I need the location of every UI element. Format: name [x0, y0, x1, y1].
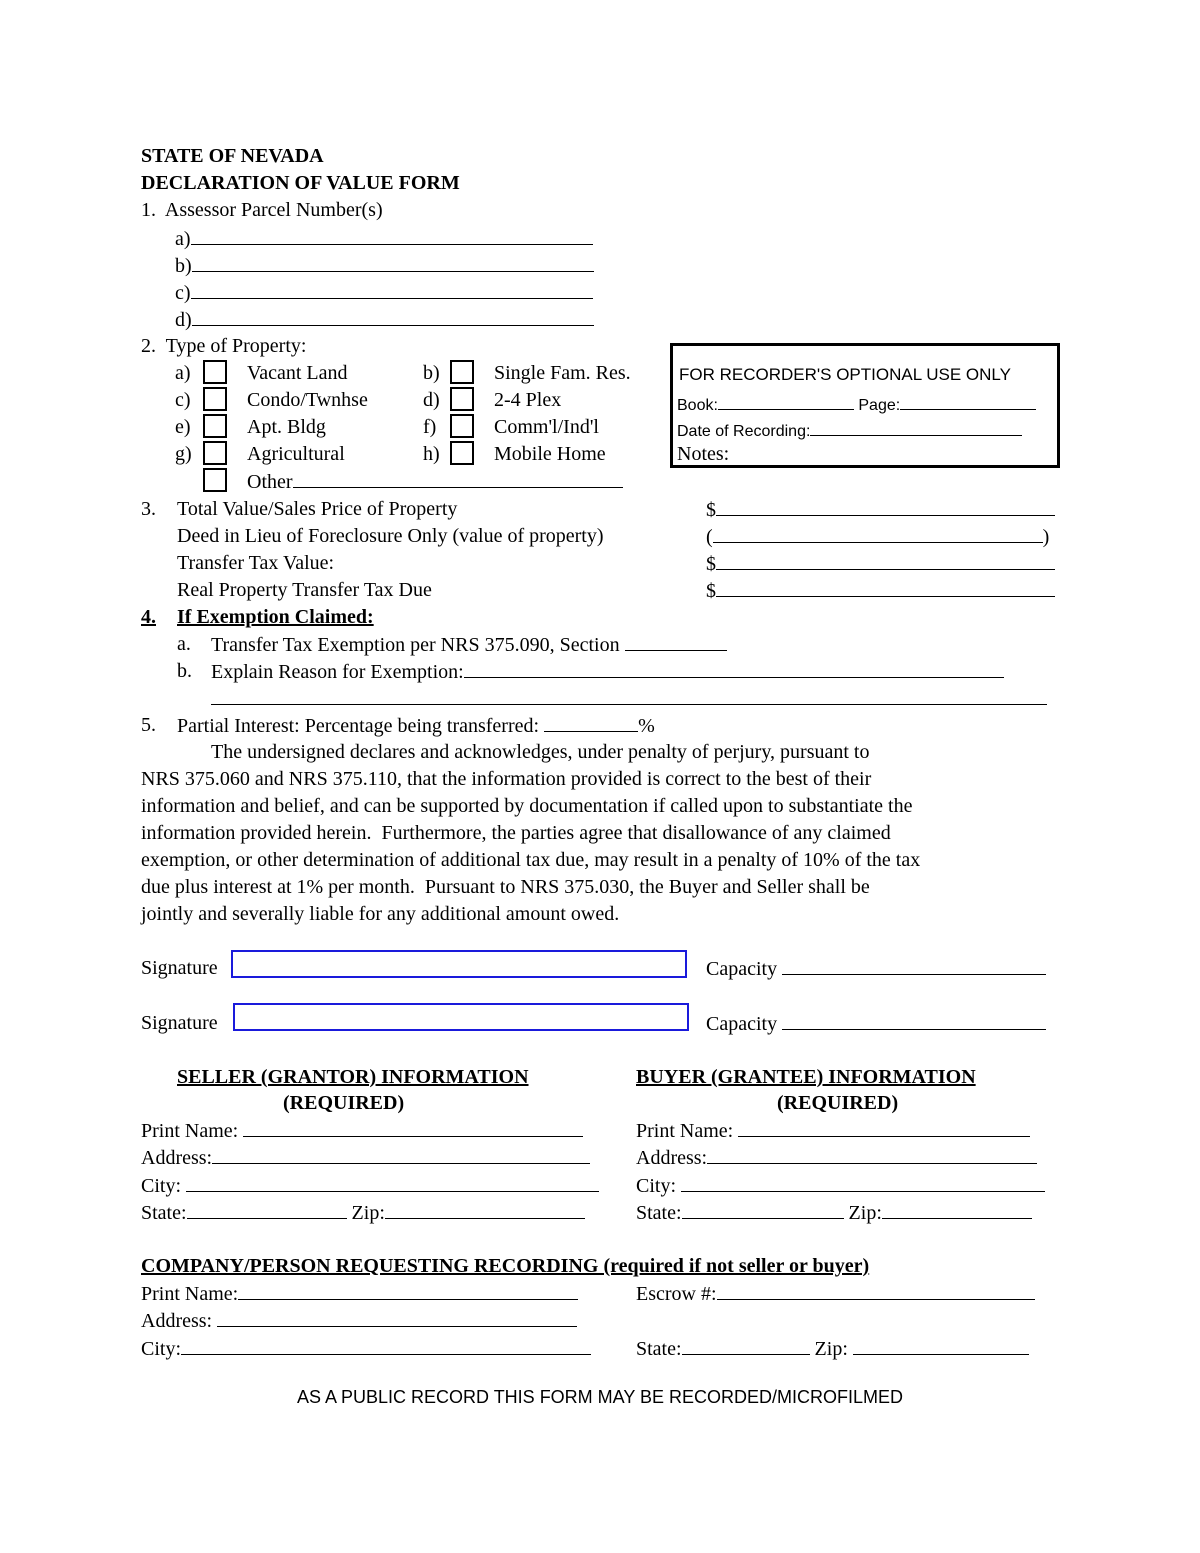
parcel-letter: a)	[175, 228, 191, 250]
buyer-address-field[interactable]	[707, 1145, 1037, 1164]
seller-state-zip-row	[141, 1200, 585, 1225]
escrow-field[interactable]	[717, 1281, 1035, 1300]
option-letter-b: b)	[423, 362, 440, 384]
requester-print-name-label: Print Name:	[141, 1283, 239, 1305]
transfer-tax-due-field[interactable]	[716, 578, 1055, 597]
capacity-row-2	[706, 1011, 1046, 1036]
seller-city-field[interactable]	[186, 1173, 599, 1192]
seller-required: (REQUIRED)	[283, 1092, 405, 1114]
checkbox-apt-bldg[interactable]	[203, 414, 227, 438]
other-row	[247, 469, 623, 494]
declaration-line-4: information provided herein. Furthermore, the parties agree that disallowance of any claimed	[141, 822, 891, 844]
buyer-city-field[interactable]	[681, 1173, 1045, 1192]
page-label: Page:	[858, 397, 901, 414]
buyer-city-row	[636, 1173, 1045, 1198]
total-value-field[interactable]	[716, 497, 1055, 516]
requester-city-label: City:	[141, 1338, 182, 1360]
option-letter-f: f)	[423, 416, 437, 438]
form-title: DECLARATION OF VALUE FORM	[141, 172, 460, 194]
declaration-line-6: due plus interest at 1% per month. Pursuant to NRS 375.030, the Buyer and Seller shall be	[141, 876, 870, 898]
transfer-tax-value-label: Transfer Tax Value:	[177, 552, 335, 574]
parcel-a-field[interactable]	[191, 226, 593, 245]
exemption-a-text: Transfer Tax Exemption per NRS 375.090, Section	[211, 634, 620, 656]
checkbox-other[interactable]	[203, 468, 227, 492]
buyer-zip-label: Zip:	[848, 1202, 882, 1224]
close-paren: )	[1042, 526, 1050, 548]
buyer-print-name-label: Print Name:	[636, 1120, 734, 1142]
parcel-b-field[interactable]	[192, 253, 594, 272]
deed-in-lieu-field[interactable]	[713, 524, 1043, 543]
option-letter-h: h)	[423, 443, 440, 465]
requester-zip-field[interactable]	[853, 1336, 1029, 1355]
parcel-letter: c)	[175, 282, 191, 304]
exemption-b-row	[211, 659, 1004, 684]
buyer-print-name-row	[636, 1118, 1030, 1143]
option-letter-g: g)	[175, 443, 192, 465]
buyer-required: (REQUIRED)	[777, 1092, 899, 1114]
option-label-2-4-plex: 2-4 Plex	[494, 389, 562, 411]
dollar-sign: $	[706, 553, 716, 575]
buyer-address-label: Address:	[636, 1147, 708, 1169]
option-label-comml-indl: Comm'l/Ind'l	[494, 416, 599, 438]
book-field[interactable]	[718, 391, 854, 410]
date-of-recording-label: Date of Recording:	[677, 423, 811, 440]
seller-state-field[interactable]	[187, 1200, 347, 1219]
capacity-label-1: Capacity	[706, 958, 778, 980]
seller-zip-field[interactable]	[385, 1200, 585, 1219]
total-value-row	[706, 497, 1055, 522]
exemption-b-text: Explain Reason for Exemption:	[211, 661, 464, 683]
other-label: Other	[247, 471, 293, 493]
buyer-state-label: State:	[636, 1202, 682, 1224]
seller-print-name-row	[141, 1118, 583, 1143]
dollar-sign: $	[706, 580, 716, 602]
seller-state-label: State:	[141, 1202, 187, 1224]
checkbox-agricultural[interactable]	[203, 441, 227, 465]
property-type-label: 2. Type of Property:	[141, 335, 307, 357]
exemption-section-field[interactable]	[625, 632, 727, 651]
transfer-tax-due-row	[706, 578, 1055, 603]
buyer-state-zip-row	[636, 1200, 1032, 1225]
capacity-field-1[interactable]	[782, 956, 1046, 975]
buyer-state-field[interactable]	[682, 1200, 844, 1219]
buyer-address-row	[636, 1145, 1037, 1170]
transfer-tax-value-field[interactable]	[716, 551, 1055, 570]
parcel-c-field[interactable]	[191, 280, 593, 299]
parcel-letter: d)	[175, 309, 192, 331]
state-title: STATE OF NEVADA	[141, 145, 324, 167]
open-paren: (	[706, 526, 713, 548]
checkbox-comml-indl[interactable]	[450, 414, 474, 438]
section3-number: 3.	[141, 498, 156, 520]
exemption-a-letter: a.	[177, 633, 191, 655]
declaration-line-7: jointly and severally liable for any additional amount owed.	[141, 903, 620, 925]
requester-print-name-field[interactable]	[238, 1281, 578, 1300]
signature-label-1: Signature	[141, 957, 218, 979]
checkbox-2-4-plex[interactable]	[450, 387, 474, 411]
date-of-recording-field[interactable]	[810, 417, 1022, 436]
option-letter-c: c)	[175, 389, 191, 411]
seller-city-row	[141, 1173, 599, 1198]
requester-state-label: State:	[636, 1338, 682, 1360]
book-label: Book:	[677, 397, 718, 414]
exemption-reason-line2	[211, 686, 1047, 711]
requester-print-name-row	[141, 1281, 578, 1306]
deed-in-lieu-label: Deed in Lieu of Foreclosure Only (value of property)	[177, 525, 604, 547]
transfer-tax-due-label: Real Property Transfer Tax Due	[177, 579, 432, 601]
recorder-date-row	[677, 417, 1022, 444]
parcel-number-label: 1. Assessor Parcel Number(s)	[141, 199, 383, 221]
parcel-letter: b)	[175, 255, 192, 277]
percent-sign: %	[638, 715, 655, 737]
requester-address-label: Address:	[141, 1310, 213, 1332]
partial-interest-row	[177, 713, 655, 738]
checkbox-vacant-land[interactable]	[203, 360, 227, 384]
buyer-title: BUYER (GRANTEE) INFORMATION	[636, 1066, 976, 1088]
transfer-tax-value-row	[706, 551, 1055, 576]
page-field[interactable]	[900, 391, 1036, 410]
signature-label-2: Signature	[141, 1012, 218, 1034]
seller-address-label: Address:	[141, 1147, 213, 1169]
capacity-row-1	[706, 956, 1046, 981]
option-letter-d: d)	[423, 389, 440, 411]
percentage-field[interactable]	[544, 713, 638, 732]
option-letter-a: a)	[175, 362, 191, 384]
signature-field-2[interactable]	[233, 1003, 689, 1031]
section5-number: 5.	[141, 714, 156, 736]
requester-zip-label: Zip:	[814, 1338, 848, 1360]
other-field[interactable]	[293, 469, 623, 488]
requester-escrow-row	[636, 1281, 1035, 1306]
seller-title: SELLER (GRANTOR) INFORMATION	[177, 1066, 529, 1088]
requester-state-field[interactable]	[682, 1336, 810, 1355]
buyer-zip-field[interactable]	[882, 1200, 1032, 1219]
buyer-city-label: City:	[636, 1175, 677, 1197]
exemption-a-row	[211, 632, 727, 657]
section4-number: 4.	[141, 606, 156, 628]
exemption-reason-field-2[interactable]	[211, 686, 1047, 705]
exemption-title: If Exemption Claimed:	[177, 606, 374, 628]
declaration-line-5: exemption, or other determination of additional tax due, may result in a penalty of 10% of the tax	[141, 849, 921, 871]
parcel-row-c	[175, 280, 593, 305]
checkbox-condo-twnhse[interactable]	[203, 387, 227, 411]
option-label-apt-bldg: Apt. Bldg	[247, 416, 326, 438]
recorder-box-title: FOR RECORDER'S OPTIONAL USE ONLY	[679, 365, 1011, 384]
checkbox-mobile-home[interactable]	[450, 441, 474, 465]
seller-zip-label: Zip:	[351, 1202, 385, 1224]
recorder-book-row	[677, 391, 1036, 418]
notes-label: Notes:	[677, 443, 730, 465]
parcel-d-field[interactable]	[192, 307, 594, 326]
escrow-label: Escrow #:	[636, 1283, 717, 1305]
exemption-reason-field[interactable]	[464, 659, 1004, 678]
option-label-single-fam-res: Single Fam. Res.	[494, 362, 631, 384]
requester-title: COMPANY/PERSON REQUESTING RECORDING (required if not seller or buyer)	[141, 1255, 870, 1277]
requester-city-field[interactable]	[181, 1336, 591, 1355]
option-label-condo-twnhse: Condo/Twnhse	[247, 389, 368, 411]
exemption-b-letter: b.	[177, 660, 192, 682]
total-value-label: Total Value/Sales Price of Property	[177, 498, 458, 520]
seller-city-label: City:	[141, 1175, 182, 1197]
dollar-sign: $	[706, 499, 716, 521]
requester-address-field[interactable]	[217, 1308, 577, 1327]
parcel-row-a	[175, 226, 593, 251]
seller-print-name-label: Print Name:	[141, 1120, 239, 1142]
seller-address-field[interactable]	[212, 1145, 590, 1164]
declaration-line-2: NRS 375.060 and NRS 375.110, that the information provided is correct to the best of their	[141, 768, 872, 790]
requester-state-zip-row	[636, 1336, 1029, 1361]
option-label-vacant-land: Vacant Land	[247, 362, 348, 384]
public-record-notice: AS A PUBLIC RECORD THIS FORM MAY BE RECORDED/MICROFILMED	[296, 1387, 904, 1407]
option-label-mobile-home: Mobile Home	[494, 443, 606, 465]
seller-print-name-field[interactable]	[243, 1118, 583, 1137]
parcel-row-b	[175, 253, 594, 278]
requester-address-row	[141, 1308, 577, 1333]
parcel-row-d	[175, 307, 594, 332]
signature-field-1[interactable]	[231, 950, 687, 978]
buyer-print-name-field[interactable]	[738, 1118, 1030, 1137]
declaration-line-3: information and belief, and can be supported by documentation if called upon to substantiate the	[141, 795, 913, 817]
requester-city-row	[141, 1336, 591, 1361]
seller-address-row	[141, 1145, 590, 1170]
deed-in-lieu-row	[706, 524, 1049, 549]
declaration-line-1: The undersigned declares and acknowledges, under penalty of perjury, pursuant to	[211, 741, 870, 763]
option-label-agricultural: Agricultural	[247, 443, 345, 465]
capacity-label-2: Capacity	[706, 1013, 778, 1035]
option-letter-e: e)	[175, 416, 191, 438]
partial-interest-label: Partial Interest: Percentage being transferred:	[177, 715, 540, 737]
checkbox-single-fam-res[interactable]	[450, 360, 474, 384]
capacity-field-2[interactable]	[782, 1011, 1046, 1030]
